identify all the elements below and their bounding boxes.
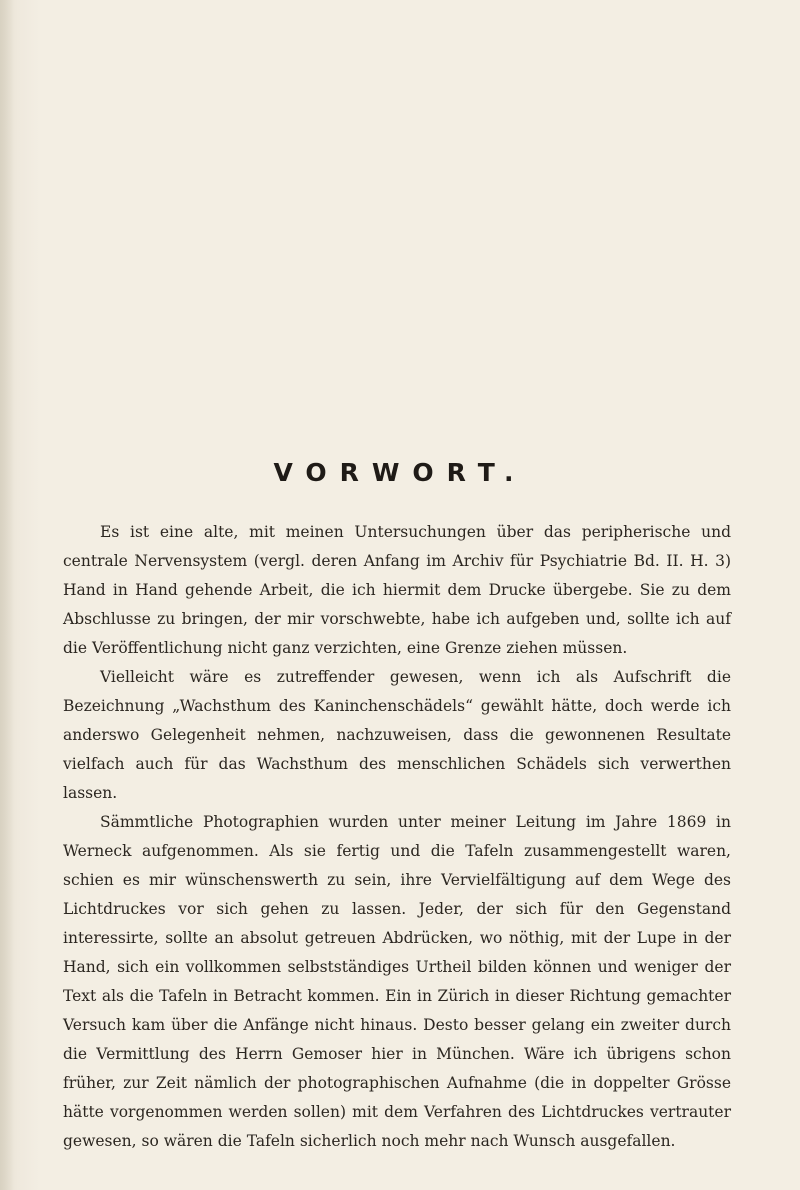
page-edge-shadow <box>0 0 14 1190</box>
paragraph-1: Es ist eine alte, mit meinen Untersuchungen über das peripherische und centrale Nervensystem (vergl. deren Anfang im Archiv für Psychiatrie Bd. II. H. 3) Hand in Hand gehende Arbeit, die ich hiermit dem Drucke übergebe. Sie zu dem Abschlusse zu bringen, der mir vorschwebte, habe ich aufgeben und, sollte ich auf die Veröffentlichung nicht ganz verzichten, eine Grenze ziehen müssen. <box>63 523 731 657</box>
paragraph-3: Sämmtliche Photographien wurden unter meiner Leitung im Jahre 1869 in Werneck aufgenommen. Als sie fertig und die Tafeln zusammengestellt waren, schien es mir wünschenswerth zu sein, ihre Vervielfältigung auf dem Wege des Lichtdruckes vor sich gehen zu lassen. Jeder, der sich für den Gegenstand interessirte, sollte an absolut getreuen Abdrücken, wo nöthig, mit der Lupe in der Hand, sich ein vollkommen selbstständiges Urtheil bilden können und weniger der Text als die Tafeln in Betracht kommen. Ein in Zürich in dieser Richtung gemachter Versuch kam über die Anfänge nicht hinaus. Desto besser gelang ein zweiter durch die Vermittlung des Herrn Gemoser hier in München. Wäre ich übrigens schon früher, zur Zeit nämlich der photographischen Aufnahme (die in doppelter Grösse hätte vorgenommen werden sollen) mit dem Verfahren des Lichtdruckes vertrauter gewesen, so wären die Tafeln sicherlich noch mehr nach Wunsch ausgefallen. <box>63 813 731 1150</box>
body-text <box>63 518 731 1156</box>
page-title: VORWORT. <box>273 458 527 487</box>
paragraph-2: Vielleicht wäre es zutreffender gewesen, wenn ich als Aufschrift die Bezeichnung „Wachsthum des Kaninchenschädels“ gewählt hätte, doch werde ich anderswo Gelegenheit nehmen, nachzuweisen, dass die gewonnenen Resultate vielfach auch für das Wachsthum des menschlichen Schädels sich verwerthen lassen. <box>63 668 731 802</box>
